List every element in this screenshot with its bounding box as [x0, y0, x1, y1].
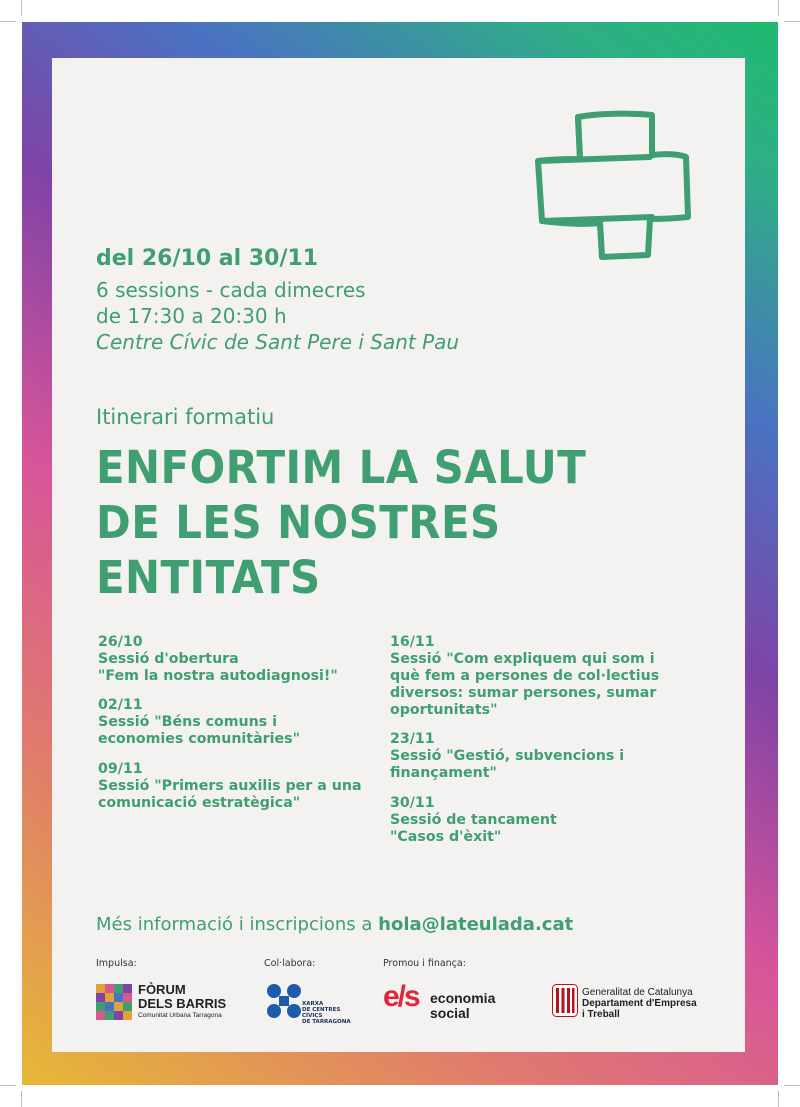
info-line — [96, 914, 573, 935]
session-line: oportunitats" — [390, 702, 498, 718]
session-date: 02/11 — [98, 697, 143, 713]
title-line: ENFORTIM LA SALUT — [96, 441, 587, 494]
session-date: 16/11 — [390, 634, 435, 650]
session-line: Sessió de tancament — [390, 812, 557, 828]
impulsa-label: Impulsa: — [96, 958, 137, 969]
session-line: finançament" — [390, 765, 497, 781]
gen-line: Generalitat de Catalunya — [582, 987, 693, 998]
title-line: DE LES NOSTRES — [96, 496, 501, 549]
session-line: economies comunitàries" — [98, 731, 300, 747]
info-prefix: Més informació i inscripcions a — [96, 914, 379, 935]
gen-line: i Treball — [582, 1009, 620, 1020]
session-line: comunicació estratègica" — [98, 795, 301, 811]
session-line: Sessió "Gestió, subvencions i — [390, 748, 625, 764]
session-line: "Fem la nostra autodiagnosi!" — [98, 668, 338, 684]
forum-line1: FÒRUM — [138, 982, 186, 997]
session-date: 23/11 — [390, 731, 435, 747]
crop-mark — [21, 1091, 22, 1107]
economia-social-mark: e/s — [383, 980, 419, 1013]
crop-mark — [21, 0, 22, 16]
crop-mark — [784, 1085, 800, 1086]
crop-mark — [778, 1091, 779, 1107]
es-line: economia — [430, 990, 496, 1006]
xarxa-centres-civics-logo-icon — [266, 983, 302, 1019]
generalitat-text — [582, 987, 697, 1020]
event-dates: del 26/10 al 30/11 — [96, 246, 319, 271]
generalitat-logo-icon — [552, 984, 578, 1018]
program-title — [96, 440, 623, 605]
crop-mark — [784, 21, 800, 22]
collabora-label: Col·labora: — [264, 958, 316, 969]
session-date: 26/10 — [98, 634, 143, 650]
session-item — [98, 761, 362, 812]
event-time: de 17:30 a 20:30 h — [96, 304, 287, 328]
xarxa-line: XARXA — [302, 1001, 324, 1007]
session-line: "Casos d'èxit" — [390, 829, 502, 845]
session-item — [390, 731, 624, 782]
session-line: Sessió "Béns comuns i — [98, 714, 277, 730]
event-sessions: 6 sessions - cada dimecres — [96, 278, 366, 302]
forum-sub: Comunitat Urbana Tarragona — [138, 1012, 222, 1019]
session-item — [98, 697, 300, 748]
crop-mark — [778, 0, 779, 16]
session-item — [390, 634, 659, 719]
cross-logo-icon — [530, 105, 695, 265]
crop-mark — [0, 21, 16, 22]
economia-social-text — [430, 991, 495, 1021]
event-place: Centre Cívic de Sant Pere i Sant Pau — [96, 330, 460, 354]
session-date: 30/11 — [390, 795, 435, 811]
xarxa-line: DE CENTRES — [302, 1007, 341, 1013]
program-subtitle: Itinerari formatiu — [96, 405, 275, 429]
forum-dels-barris-logo-icon — [96, 984, 132, 1020]
session-line: què fem a persones de col·lectius — [390, 668, 660, 684]
info-email-link[interactable]: hola@lateulada.cat — [378, 914, 574, 935]
title-line: ENTITATS — [96, 551, 321, 604]
xarxa-line: CÍVICS — [302, 1013, 323, 1019]
session-item — [390, 795, 557, 846]
crop-mark — [0, 1085, 16, 1086]
session-line: diversos: sumar persones, sumar — [390, 685, 657, 701]
session-line: Sessió d'obertura — [98, 651, 239, 667]
xarxa-line: DE TARRAGONA — [302, 1019, 351, 1025]
session-line: Sessió "Com expliquem qui som i — [390, 651, 655, 667]
gen-line: Departament d'Empresa — [582, 998, 697, 1009]
session-item — [98, 634, 338, 685]
session-date: 09/11 — [98, 761, 143, 777]
forum-line2: DELS BARRIS — [138, 996, 227, 1011]
xarxa-text — [302, 1001, 351, 1025]
es-line: social — [430, 1005, 470, 1021]
promou-label: Promou i finança: — [383, 958, 466, 969]
session-line: Sessió "Primers auxilis per a una — [98, 778, 362, 794]
